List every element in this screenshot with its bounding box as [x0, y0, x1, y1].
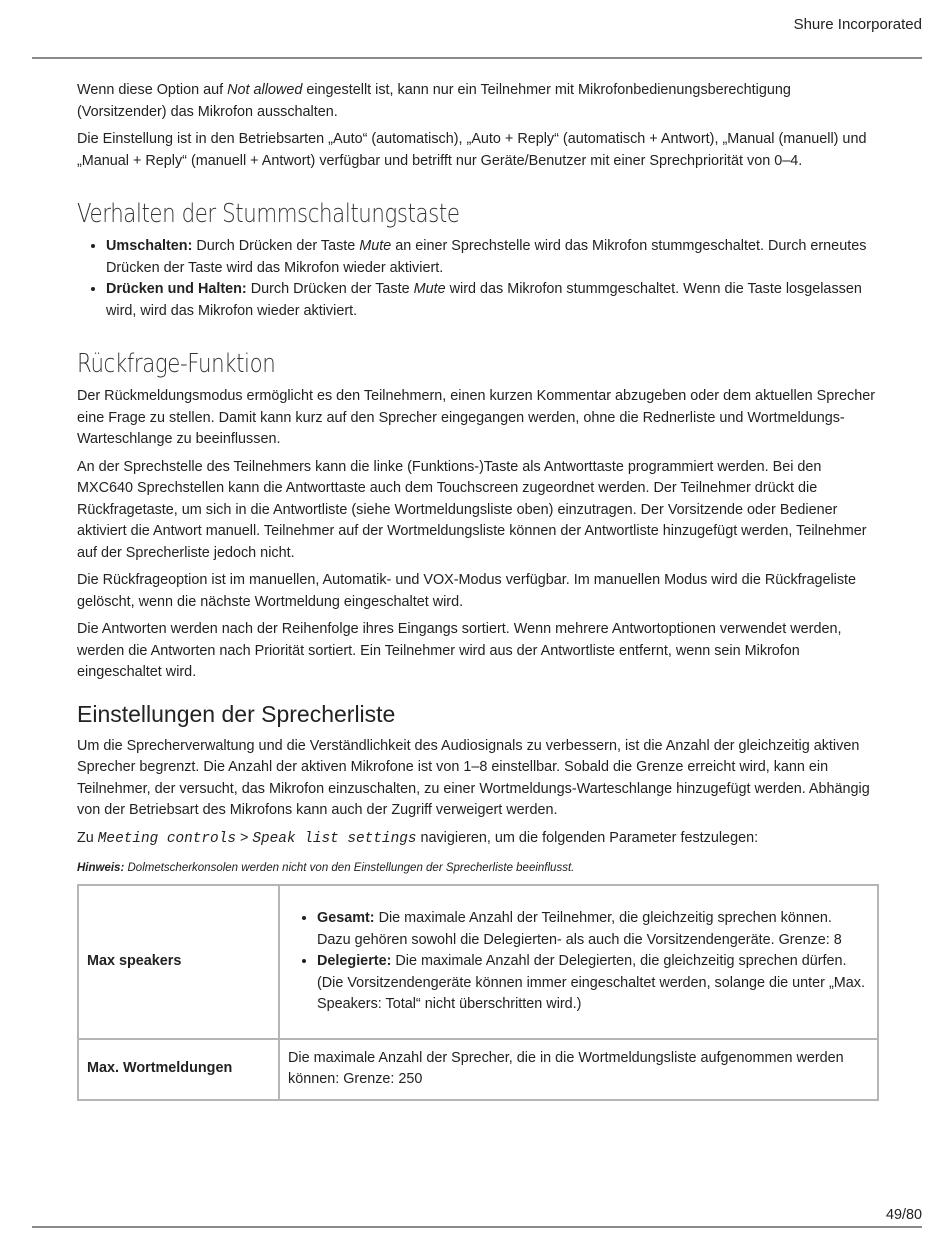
- menu-path-speak-list-settings: Speak list settings: [252, 830, 417, 847]
- max-speakers-list: [288, 908, 869, 1016]
- reply-paragraph-4: Die Antworten werden nach der Reihenfolge ihres Eingangs sortiert. Wenn mehrere Antwortoptionen verwendet werden, werden die Antworten nach Priorität sortiert. Ein Teilnehmer wird aus der Antwortliste entfernt, wenn sein Mikrofon eingeschaltet wird.: [77, 621, 842, 680]
- item-label: Umschalten:: [106, 238, 193, 254]
- text-run: Durch Drücken der Taste: [246, 281, 414, 297]
- text-run: Wenn diese Option auf: [77, 82, 228, 98]
- key-name: Mute: [359, 238, 392, 254]
- settings-table: [77, 884, 879, 1101]
- header-company-name: Shure Incorporated: [793, 16, 922, 33]
- reply-paragraph-1: Der Rückmeldungsmodus ermöglicht es den Teilnehmern, einen kurzen Kommentar abzugeben oder dem aktuellen Sprecher eine Frage zu stellen. Damit kann kurz auf den Sprecher eingegangen werden, ohne die Rednerliste und Wortmeldungs-Warteschlange zu beeinflussen.: [77, 388, 876, 447]
- path-separator: >: [235, 829, 253, 846]
- speaker-section-heading: Einstellungen der Sprecherliste: [77, 700, 396, 727]
- text-run: Zu: [77, 829, 98, 846]
- text-run: Durch Drücken der Taste: [192, 238, 360, 254]
- text-run: wird das Mikrofon stummgeschaltet. Wenn die Taste losgelassen wird, wird das Mikrofon wieder aktiviert.: [106, 281, 862, 319]
- header-divider: [32, 57, 922, 59]
- mute-behavior-list: [77, 236, 879, 322]
- speaker-paragraph-1: Um die Sprecherverwaltung und die Verständlichkeit des Audiosignals zu verbessern, ist die Anzahl der gleichzeitig aktiven Sprecher begrenzt. Die Anzahl der aktiven Mikrofone ist von 1–8 einstellbar. Sobald die Grenze erreicht wird, kann ein Teilnehmer, der versucht, das Mikrofon einzuschalten, zu einer Wortmeldungs-Warteschlange hinzugefügt werden. Abhängig von der Betriebsart des Mikrofons kann auch der Zugriff verweigert werden.: [77, 737, 870, 818]
- table-cell-parameter: Max. Wortmeldungen: [78, 1039, 279, 1100]
- list-item: [317, 908, 869, 951]
- table-row: [78, 885, 878, 1039]
- note-text: Dolmetscherkonsolen werden nicht von den Einstellungen der Sprecherliste beeinflusst.: [124, 862, 575, 874]
- table-cell-description: [279, 885, 878, 1039]
- text-run: eingestellt ist, kann nur ein Teilnehmer mit Mikrofonbedienungsberechtigung (Vorsitzender) das Mikrofon ausschalten.: [77, 82, 791, 120]
- key-name: Mute: [413, 281, 446, 297]
- list-item: [106, 279, 879, 322]
- mute-section-heading: Verhalten der Stummschaltungstaste: [77, 199, 460, 229]
- reply-paragraph-2: An der Sprechstelle des Teilnehmers kann die linke (Funktions-)Taste als Antworttaste programmiert werden. Bei den MXC640 Sprechstellen kann die Antworttaste auch dem Touchscreen zugeordnet werden. Der Teilnehmer drückt die Rückfragetaste, um sich in die Antwortliste (siehe Wortmeldungsliste oben) einzutragen. Der Vorsitzende oder Bediener aktiviert die Antwort manuell. Teilnehmer auf der Wortmeldungsliste können der Antwortliste hinzugefügt werden, Teilnehmer auf der Sprecherliste jedoch nicht.: [77, 458, 867, 561]
- option-value: Not allowed: [227, 82, 303, 98]
- menu-path-meeting-controls: Meeting controls: [97, 830, 236, 847]
- text-run: navigieren, um die folgenden Parameter festzulegen:: [416, 829, 759, 846]
- item-label: Gesamt:: [317, 910, 375, 926]
- text-run: an einer Sprechstelle wird das Mikrofon stummgeschaltet. Durch erneutes Drücken der Taste wird das Mikrofon wieder aktiviert.: [106, 238, 867, 276]
- list-item: [106, 236, 879, 279]
- item-label: Drücken und Halten:: [106, 281, 247, 297]
- table-cell-description: Die maximale Anzahl der Sprecher, die in die Wortmeldungsliste aufgenommen werden können: Grenze: 250: [279, 1039, 878, 1100]
- intro-paragraph-2: Die Einstellung ist in den Betriebsarten „Auto“ (automatisch), „Auto + Reply“ (automatisch + Antwort), „Manual (manuell) und „Manual + Reply“ (manuell + Antwort) verfügbar und betrifft nur Geräte/Benutzer mit einer Sprechpriorität von 0–4.: [77, 131, 867, 169]
- footer-divider: [32, 1226, 922, 1228]
- page-content: [77, 80, 879, 1101]
- item-label: Delegierte:: [317, 953, 392, 969]
- list-item: [317, 951, 869, 1016]
- reply-paragraph-3: Die Rückfrageoption ist im manuellen, Automatik- und VOX-Modus verfügbar. Im manuellen Modus wird die Rückfrageliste gelöscht, wenn die nächste Wortmeldung eingeschaltet wird.: [77, 572, 857, 610]
- note: [77, 860, 879, 876]
- intro-paragraph-1: [77, 80, 879, 123]
- item-text: Die maximale Anzahl der Teilnehmer, die gleichzeitig sprechen können. Dazu gehören sowohl die Delegierten- als auch die Vorsitzendengeräte. Grenze: 8: [317, 910, 842, 948]
- item-text: Die maximale Anzahl der Delegierten, die gleichzeitig sprechen dürfen. (Die Vorsitzendengeräte können immer eingeschaltet werden, solange die unter „Max. Speakers: Total“ nicht überschritten wird.): [317, 953, 865, 1012]
- note-label: Hinweis:: [77, 862, 125, 874]
- page-number: 49/80: [885, 1207, 922, 1223]
- table-cell-parameter: Max speakers: [78, 885, 279, 1039]
- navigation-instruction: [77, 828, 879, 851]
- table-row: [78, 1039, 878, 1100]
- reply-section-heading: Rückfrage-Funktion: [77, 349, 276, 379]
